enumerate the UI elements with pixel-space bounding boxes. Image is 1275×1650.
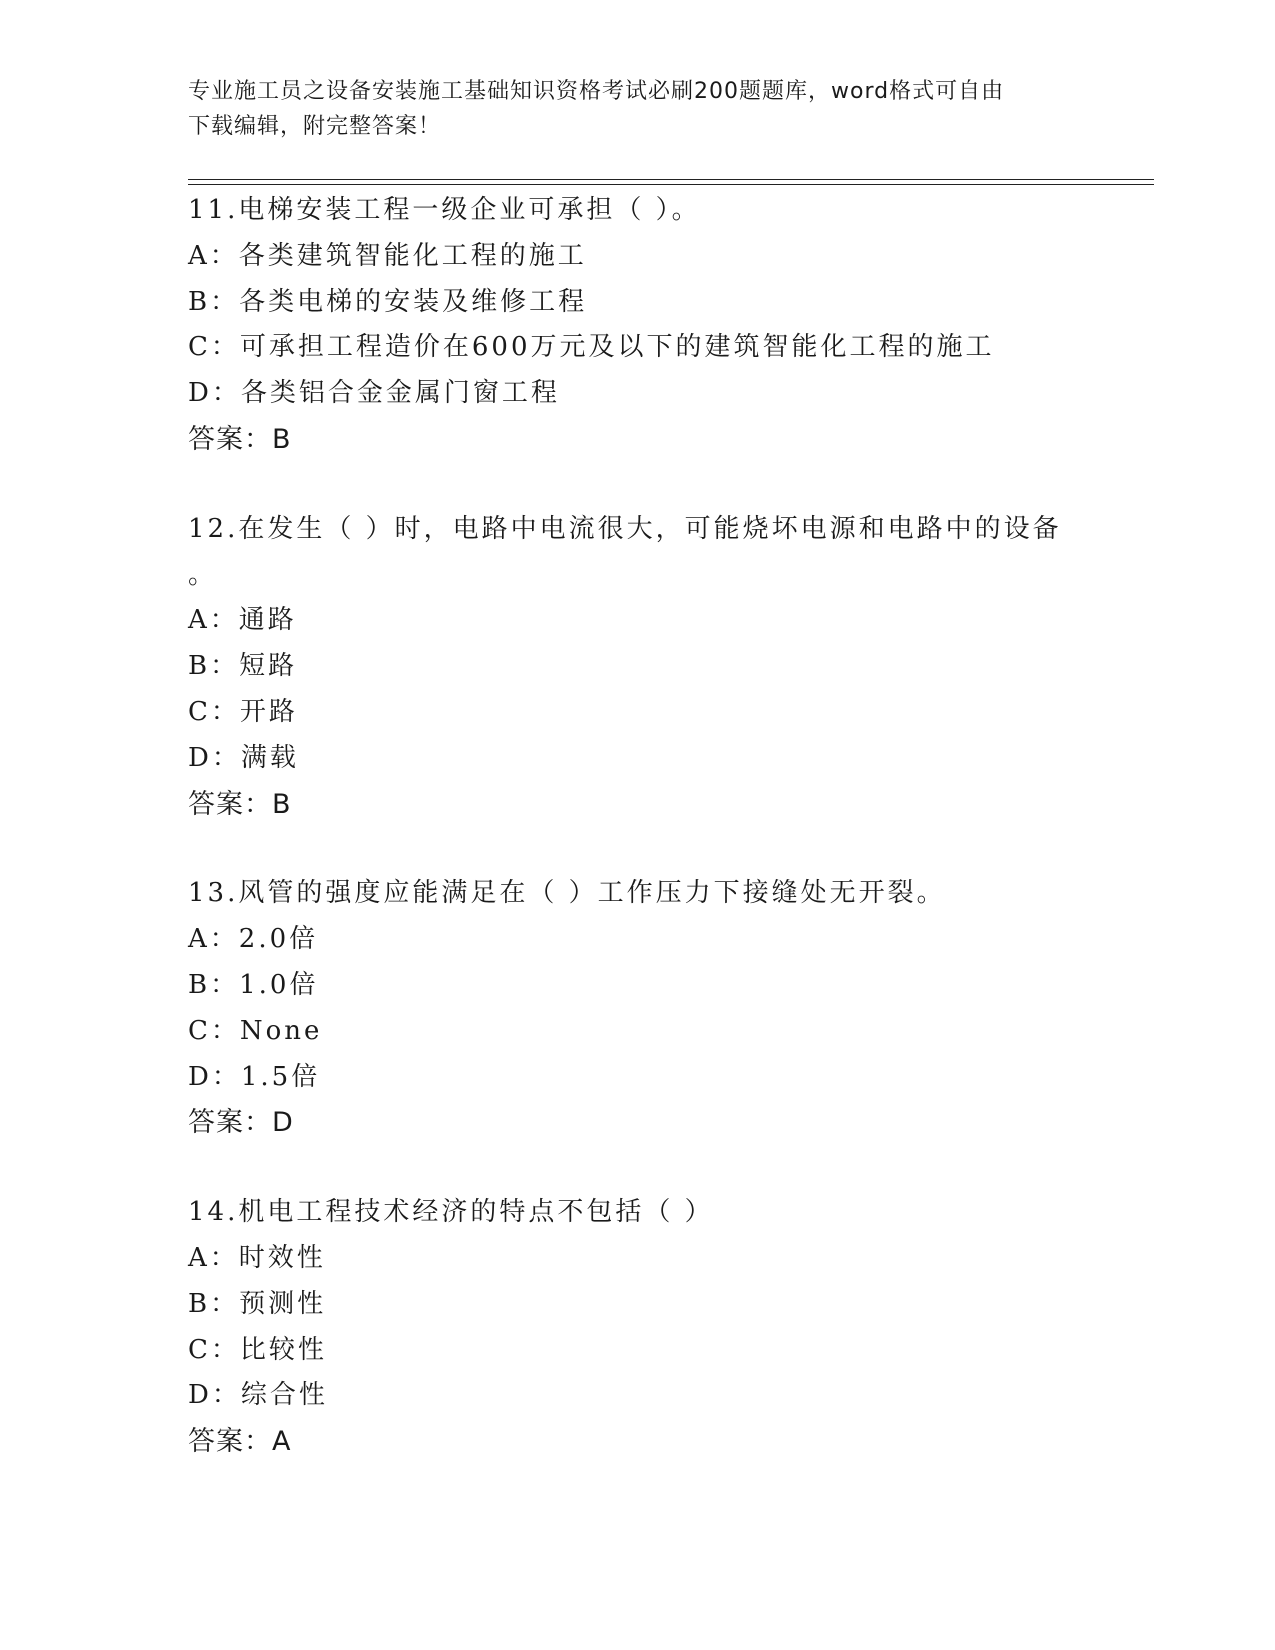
- question-list: [188, 188, 1148, 1509]
- option-c: C：可承担工程造价在600万元及以下的建筑智能化工程的施工: [188, 332, 995, 363]
- option-d: D：1.5倍: [188, 1061, 321, 1092]
- question-12: [188, 507, 1148, 828]
- option-d: D：各类铝合金金属门窗工程: [188, 378, 560, 409]
- option-a: A：各类建筑智能化工程的施工: [188, 240, 587, 271]
- question-stem: 11.电梯安装工程一级企业可承担（ ）。: [188, 195, 701, 225]
- option-a: A：通路: [188, 605, 297, 636]
- option-b: B：预测性: [188, 1288, 327, 1319]
- option-c: C：比较性: [188, 1334, 327, 1365]
- answer-label: 答案：B: [188, 788, 292, 820]
- option-b: B：短路: [188, 651, 298, 682]
- question-13: [188, 871, 1148, 1146]
- option-c: C：开路: [188, 696, 298, 727]
- answer-label: 答案：A: [188, 1426, 292, 1458]
- question-stem: 14.机电工程技术经济的特点不包括（ ）: [188, 1197, 714, 1228]
- document-header: [188, 74, 1088, 144]
- header-line-1: 专业施工员之设备安装施工基础知识资格考试必刷200题题库，word格式可自由: [188, 79, 1005, 104]
- question-stem: 13.风管的强度应能满足在（ ）工作压力下接缝处无开裂。: [188, 878, 946, 909]
- question-stem: 12.在发生（ ）时，电路中电流很大，可能烧坏电源和电路中的设备: [188, 513, 1062, 544]
- option-a: A：2.0倍: [188, 924, 319, 955]
- answer-label: 答案：D: [188, 1107, 294, 1139]
- answer-label: 答案：B: [188, 423, 292, 455]
- option-b: B：1.0倍: [188, 969, 319, 1000]
- question-14: [188, 1190, 1148, 1465]
- header-divider-top: [188, 179, 1154, 180]
- question-11: [188, 188, 1148, 463]
- option-a: A：时效性: [188, 1242, 326, 1273]
- header-line-2: 下载编辑，附完整答案！: [188, 114, 442, 139]
- option-c: C：None: [188, 1015, 323, 1046]
- option-d: D：综合性: [188, 1380, 328, 1411]
- question-stem-continuation: 。: [188, 559, 218, 590]
- header-divider-bottom: [188, 184, 1154, 185]
- option-b: B：各类电梯的安装及维修工程: [188, 286, 588, 317]
- option-d: D：满载: [188, 742, 299, 773]
